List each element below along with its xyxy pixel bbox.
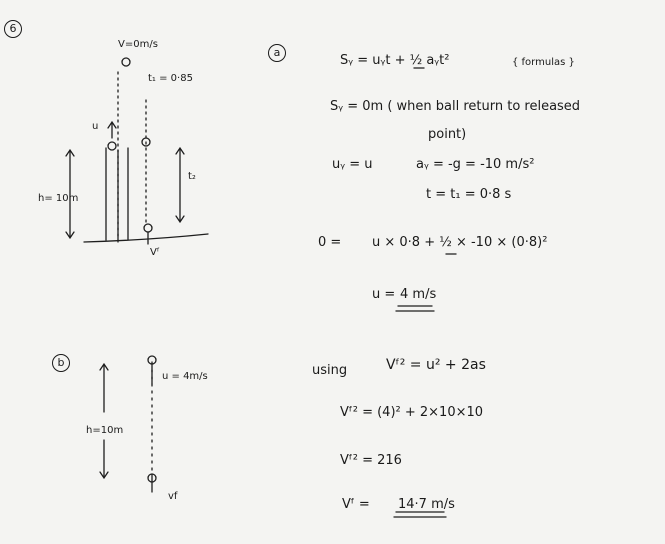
height-arrow-b-up — [100, 364, 108, 412]
question-number-badge — [4, 20, 22, 38]
kinematic-equation: Vᶠ² = u² + 2as — [386, 357, 486, 373]
formula-equation: Sᵧ = uᵧt + ½ aᵧt² — [340, 53, 450, 68]
vf-prefix: Vᶠ = — [342, 497, 370, 512]
vf-value: 14·7 m/s — [398, 497, 455, 512]
ball-release — [108, 142, 116, 150]
question-number: 6 — [9, 22, 17, 35]
ball-bottom — [144, 224, 152, 232]
height-arrow-b-down — [100, 440, 108, 478]
ball-top — [122, 58, 130, 66]
initial-velocity-label-b: u = 4m/s — [162, 371, 208, 382]
vf-squared-line: Vᶠ² = 216 — [340, 453, 402, 468]
t2-arrow — [176, 148, 184, 222]
height-label-b: h=10m — [86, 425, 124, 436]
part-a-label: a — [273, 46, 281, 59]
time-2-label: t₂ — [188, 171, 196, 182]
result-prefix: u = — [372, 287, 396, 302]
height-label-a: h= 10m — [38, 193, 79, 204]
u-arrow-a — [108, 122, 116, 138]
equation-lhs: 0 = — [318, 235, 342, 250]
final-velocity-label-a: Vᶠ — [150, 247, 160, 258]
result-value: 4 m/s — [400, 287, 437, 302]
u-answer-underline — [396, 306, 434, 311]
final-velocity-label-b: vf — [168, 491, 178, 502]
sy-zero-continued: point) — [428, 127, 467, 142]
using-label: using — [312, 363, 348, 378]
initial-velocity-label-a: u — [92, 121, 99, 132]
vf-answer-underline — [394, 512, 446, 517]
ay-line: aᵧ = -g = -10 m/s² — [416, 157, 535, 172]
formula-note: { formulas } — [512, 57, 575, 68]
substitution-line: Vᶠ² = (4)² + 2×10×10 — [340, 405, 484, 420]
uy-line: uᵧ = u — [332, 157, 373, 172]
part-a-badge — [268, 44, 286, 62]
sy-zero-line: Sᵧ = 0m ( when ball return to released — [330, 99, 581, 114]
time-line: t = t₁ = 0·8 s — [426, 187, 512, 202]
top-velocity-label: V=0m/s — [118, 39, 158, 50]
ground-line — [84, 234, 208, 242]
part-b-label: b — [57, 356, 65, 369]
equation-rhs: u × 0·8 + ½ × -10 × (0·8)² — [372, 235, 548, 250]
time-1-label: t₁ = 0·85 — [148, 73, 193, 84]
part-b-badge — [52, 354, 70, 372]
